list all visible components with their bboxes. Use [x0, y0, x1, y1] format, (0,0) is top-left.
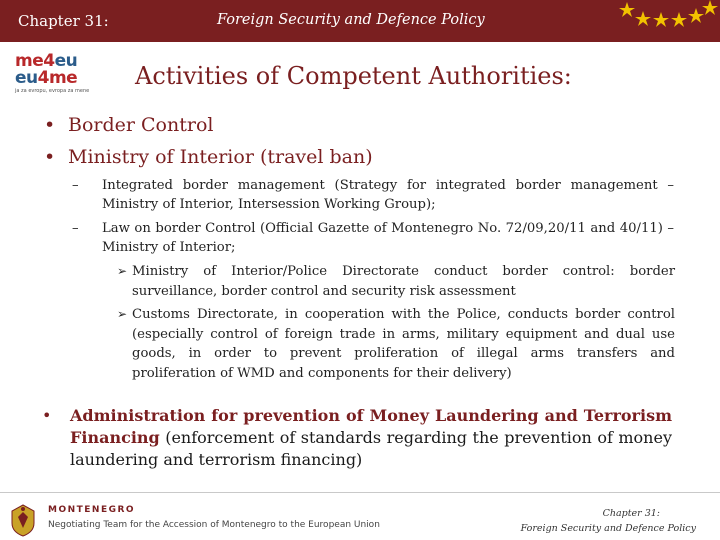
bullet-administration: • Administration for prevention of Money Laundering and Terrorism Financing (enforcement of standards regarding the prevention of money laundering and terrorism financing)	[42, 406, 672, 469]
star-icon	[619, 2, 635, 17]
dash-icon: –	[72, 221, 79, 236]
list-item-integrated-border: – Integrated border management (Strategy for integrated border management – Ministry of Interior, Intersession Working Group);	[72, 178, 674, 212]
bullet-ministry: • Ministry of Interior (travel ban)	[44, 146, 373, 168]
list-item-law-border-control: – Law on border Control (Official Gazette of Montenegro No. 72/09,20/11 and 40/11) – Ministry of Interior;	[72, 221, 674, 255]
footer-chapter: Chapter 31:	[602, 508, 660, 519]
arrow-right-icon: ➢	[117, 264, 128, 278]
list-item-customs-directorate: ➢ Customs Directorate, in cooperation with the Police, conducts border control (especially control of foreign trade in arms, military equipment and dual use goods, in order to prevent proliferation of illegal arms transfers and proliferation of WMD and components for their delivery)	[117, 307, 675, 381]
arrow-right-icon: ➢	[117, 307, 128, 321]
star-icon	[653, 12, 669, 27]
bullet-icon: •	[44, 114, 56, 136]
header-chapter: Chapter 31:	[18, 12, 109, 30]
footer-policy: Foreign Security and Defence Policy	[520, 523, 696, 534]
footer-divider	[0, 492, 720, 493]
me4eu-logo: me4eu eu4me ja za evropu, evropa za mene	[15, 51, 90, 94]
star-icon	[702, 0, 718, 15]
header-title: Foreign Security and Defence Policy	[217, 12, 485, 28]
star-icon	[671, 12, 687, 27]
footer-team: Negotiating Team for the Accession of Montenegro to the European Union	[48, 520, 380, 530]
montenegro-crest-icon	[8, 503, 38, 537]
star-icon	[688, 8, 704, 23]
bullet-icon: •	[44, 146, 56, 168]
bullet-icon: •	[42, 406, 52, 425]
dash-icon: –	[72, 178, 79, 193]
list-item-police-directorate: ➢ Ministry of Interior/Police Directorate conduct border control: border surveillance, border control and security risk assessment	[117, 264, 675, 299]
footer-country: MONTENEGRO	[48, 505, 136, 515]
slide-title: Activities of Competent Authorities:	[135, 62, 572, 90]
eu-stars-icon	[610, 0, 720, 32]
star-icon	[635, 11, 651, 26]
bullet-border-control: • Border Control	[44, 114, 214, 136]
